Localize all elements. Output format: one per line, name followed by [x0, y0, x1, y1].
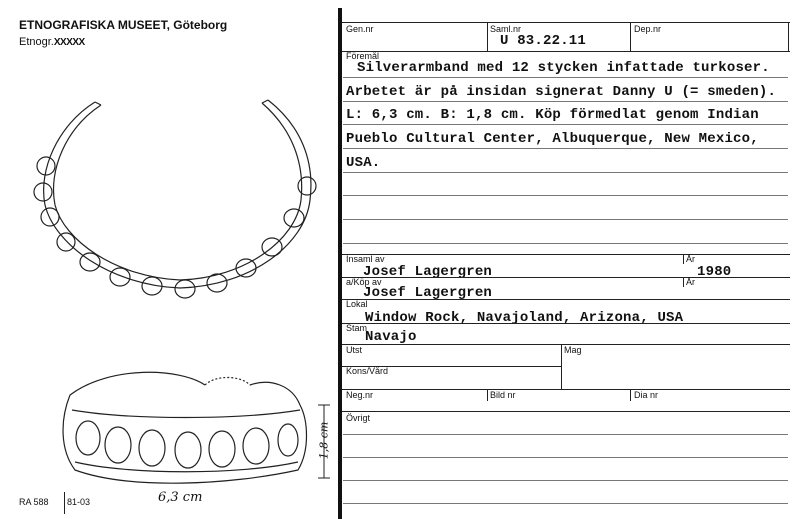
- neg-nr-label: Neg.nr: [346, 390, 374, 400]
- gen-nr-label: Gen.nr: [346, 24, 374, 34]
- ar-label-1: År: [686, 254, 695, 264]
- dep-nr-label: Dep.nr: [634, 24, 662, 34]
- form-code: 81-03: [67, 497, 91, 507]
- insaml-av-label: Insaml av: [346, 254, 385, 264]
- bild-nr-label: Bild nr: [490, 390, 516, 400]
- mag-label: Mag: [564, 345, 582, 355]
- kons-label: Kons/Vård: [346, 366, 389, 376]
- museum-name: ETNOGRAFISKA MUSEET, Göteborg: [19, 18, 228, 32]
- foremal-line-1: Silverarmband med 12 stycken infattade turkoser.: [357, 60, 770, 76]
- utst-label: Utst: [346, 345, 363, 355]
- foremal-line-2: Arbetet är på insidan signerat Danny U (= smeden).: [346, 84, 777, 100]
- foremal-line-5: USA.: [346, 155, 381, 171]
- bracelet-drawing: [0, 0, 340, 519]
- saml-nr-label: Saml.nr: [490, 24, 522, 34]
- insaml-av-value: Josef Lagergren: [363, 264, 493, 280]
- ra-number: RA 588: [19, 497, 49, 507]
- stam-label: Stam: [346, 323, 368, 333]
- kop-av-label: a/Köp av: [346, 277, 382, 287]
- card-left-border: [338, 8, 342, 519]
- foremal-label: Föremål: [346, 51, 380, 61]
- width-note: 6,3 cm: [158, 490, 203, 505]
- saml-nr-value: U 83.22.11: [500, 33, 587, 49]
- foremal-line-4: Pueblo Cultural Center, Albuquerque, New Mexico,: [346, 131, 759, 147]
- subtitle-prefix: Etnogr.: [19, 36, 54, 48]
- lokal-value: Window Rock, Navajoland, Arizona, USA: [365, 310, 684, 326]
- height-note: 1,8 cm: [317, 421, 331, 460]
- foremal-line-3: L: 6,3 cm. B: 1,8 cm. Köp förmedlat genom Indian: [346, 107, 759, 123]
- subtitle-crossed-out: XXXXX: [53, 37, 85, 48]
- ar-label-2: År: [686, 277, 695, 287]
- stam-value: Navajo: [365, 329, 417, 345]
- width-measure-line: [64, 492, 65, 514]
- bracelet-side-view: [63, 372, 306, 483]
- ovrigt-label: Övrigt: [346, 413, 371, 423]
- dia-nr-label: Dia nr: [634, 390, 659, 400]
- kop-av-value: Josef Lagergren: [363, 285, 493, 301]
- ar-value-1: 1980: [697, 264, 732, 280]
- bracelet-top-view: [34, 100, 316, 298]
- lokal-label: Lokal: [346, 299, 368, 309]
